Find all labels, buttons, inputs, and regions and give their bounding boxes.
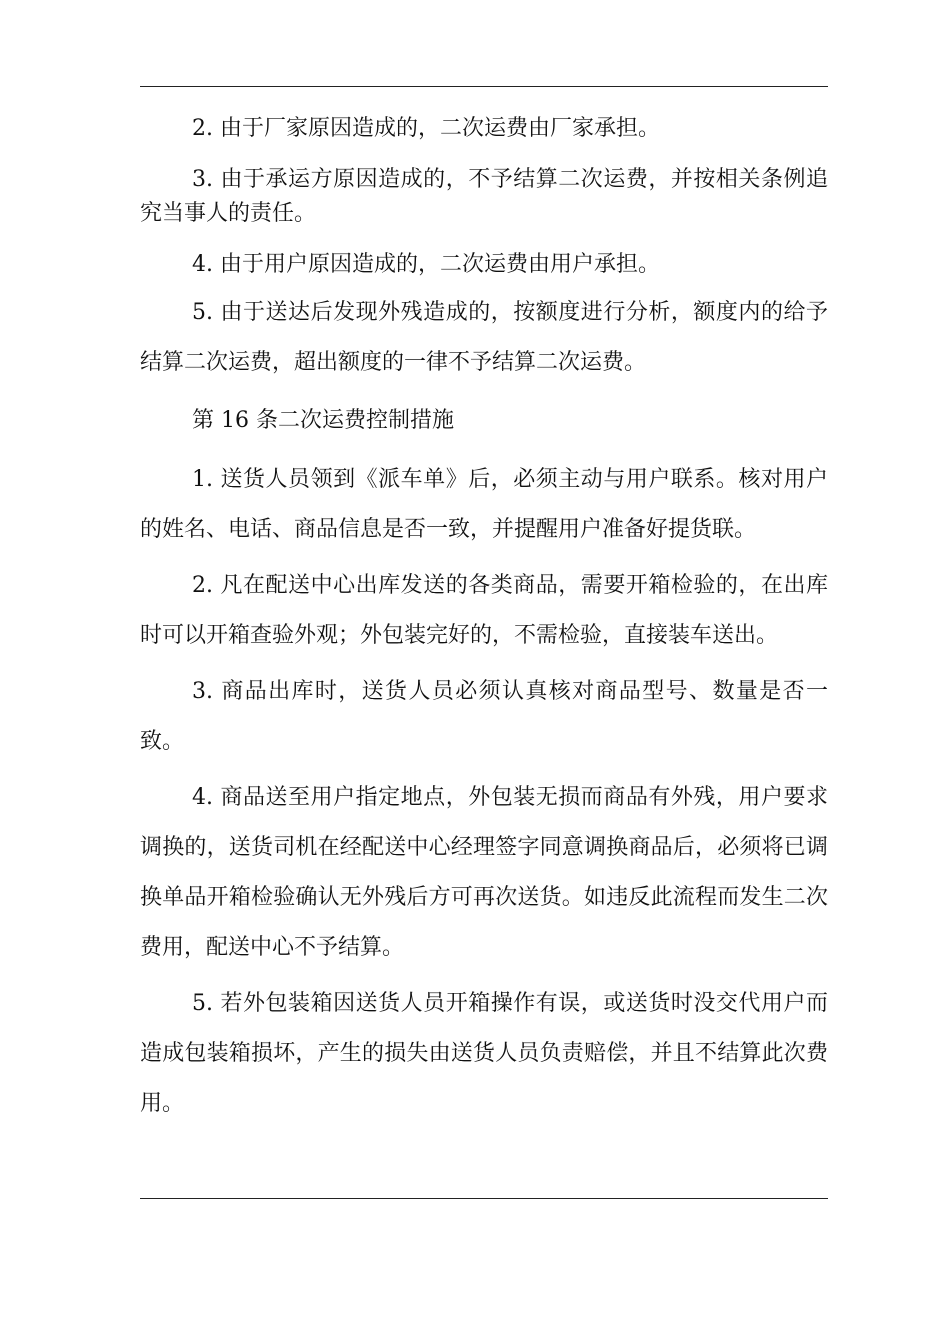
measure-4-exchange: 4. 商品送至用户指定地点，外包装无损而商品有外残，用户要求调换的，送货司机在经配送中心经理签字同意调换商品后，必须将已调换单品开箱检验确认无外残后方可再次送货。如违反此流程而发生二次费用，配送中心不予结算。 — [140, 785, 828, 960]
header-rule — [140, 86, 828, 87]
article-16-heading: 第 16 条二次运费控制措施 — [192, 408, 454, 433]
measure-1-contact-user: 1. 送货人员领到《派车单》后，必须主动与用户联系。核对用户的姓名、电话、商品信息是否一致，并提醒用户准备好提货联。 — [140, 467, 828, 542]
measure-3-verify-model: 3. 商品出库时，送货人员必须认真核对商品型号、数量是否一致。 — [140, 679, 828, 754]
measure-2-inspection: 2. 凡在配送中心出库发送的各类商品，需要开箱检验的，在出库时可以开箱查验外观；外包装完好的，不需检验，直接装车送出。 — [140, 573, 828, 648]
clause-4-user: 4. 由于用户原因造成的，二次运费由用户承担。 — [192, 252, 660, 277]
clause-5-external-damage: 5. 由于送达后发现外残造成的，按额度进行分析，额度内的给予结算二次运费，超出额度的一律不予结算二次运费。 — [140, 300, 828, 375]
clause-2-manufacturer: 2. 由于厂家原因造成的，二次运费由厂家承担。 — [192, 116, 660, 141]
footer-rule — [140, 1198, 828, 1199]
document-body — [140, 112, 828, 1129]
clause-3-carrier: 3. 由于承运方原因造成的，不予结算二次运费，并按相关条例追究当事人的责任。 — [140, 167, 828, 226]
measure-5-compensation: 5. 若外包装箱因送货人员开箱操作有误，或送货时没交代用户而造成包装箱损坏，产生的损失由送货人员负责赔偿，并且不结算此次费用。 — [140, 991, 828, 1116]
